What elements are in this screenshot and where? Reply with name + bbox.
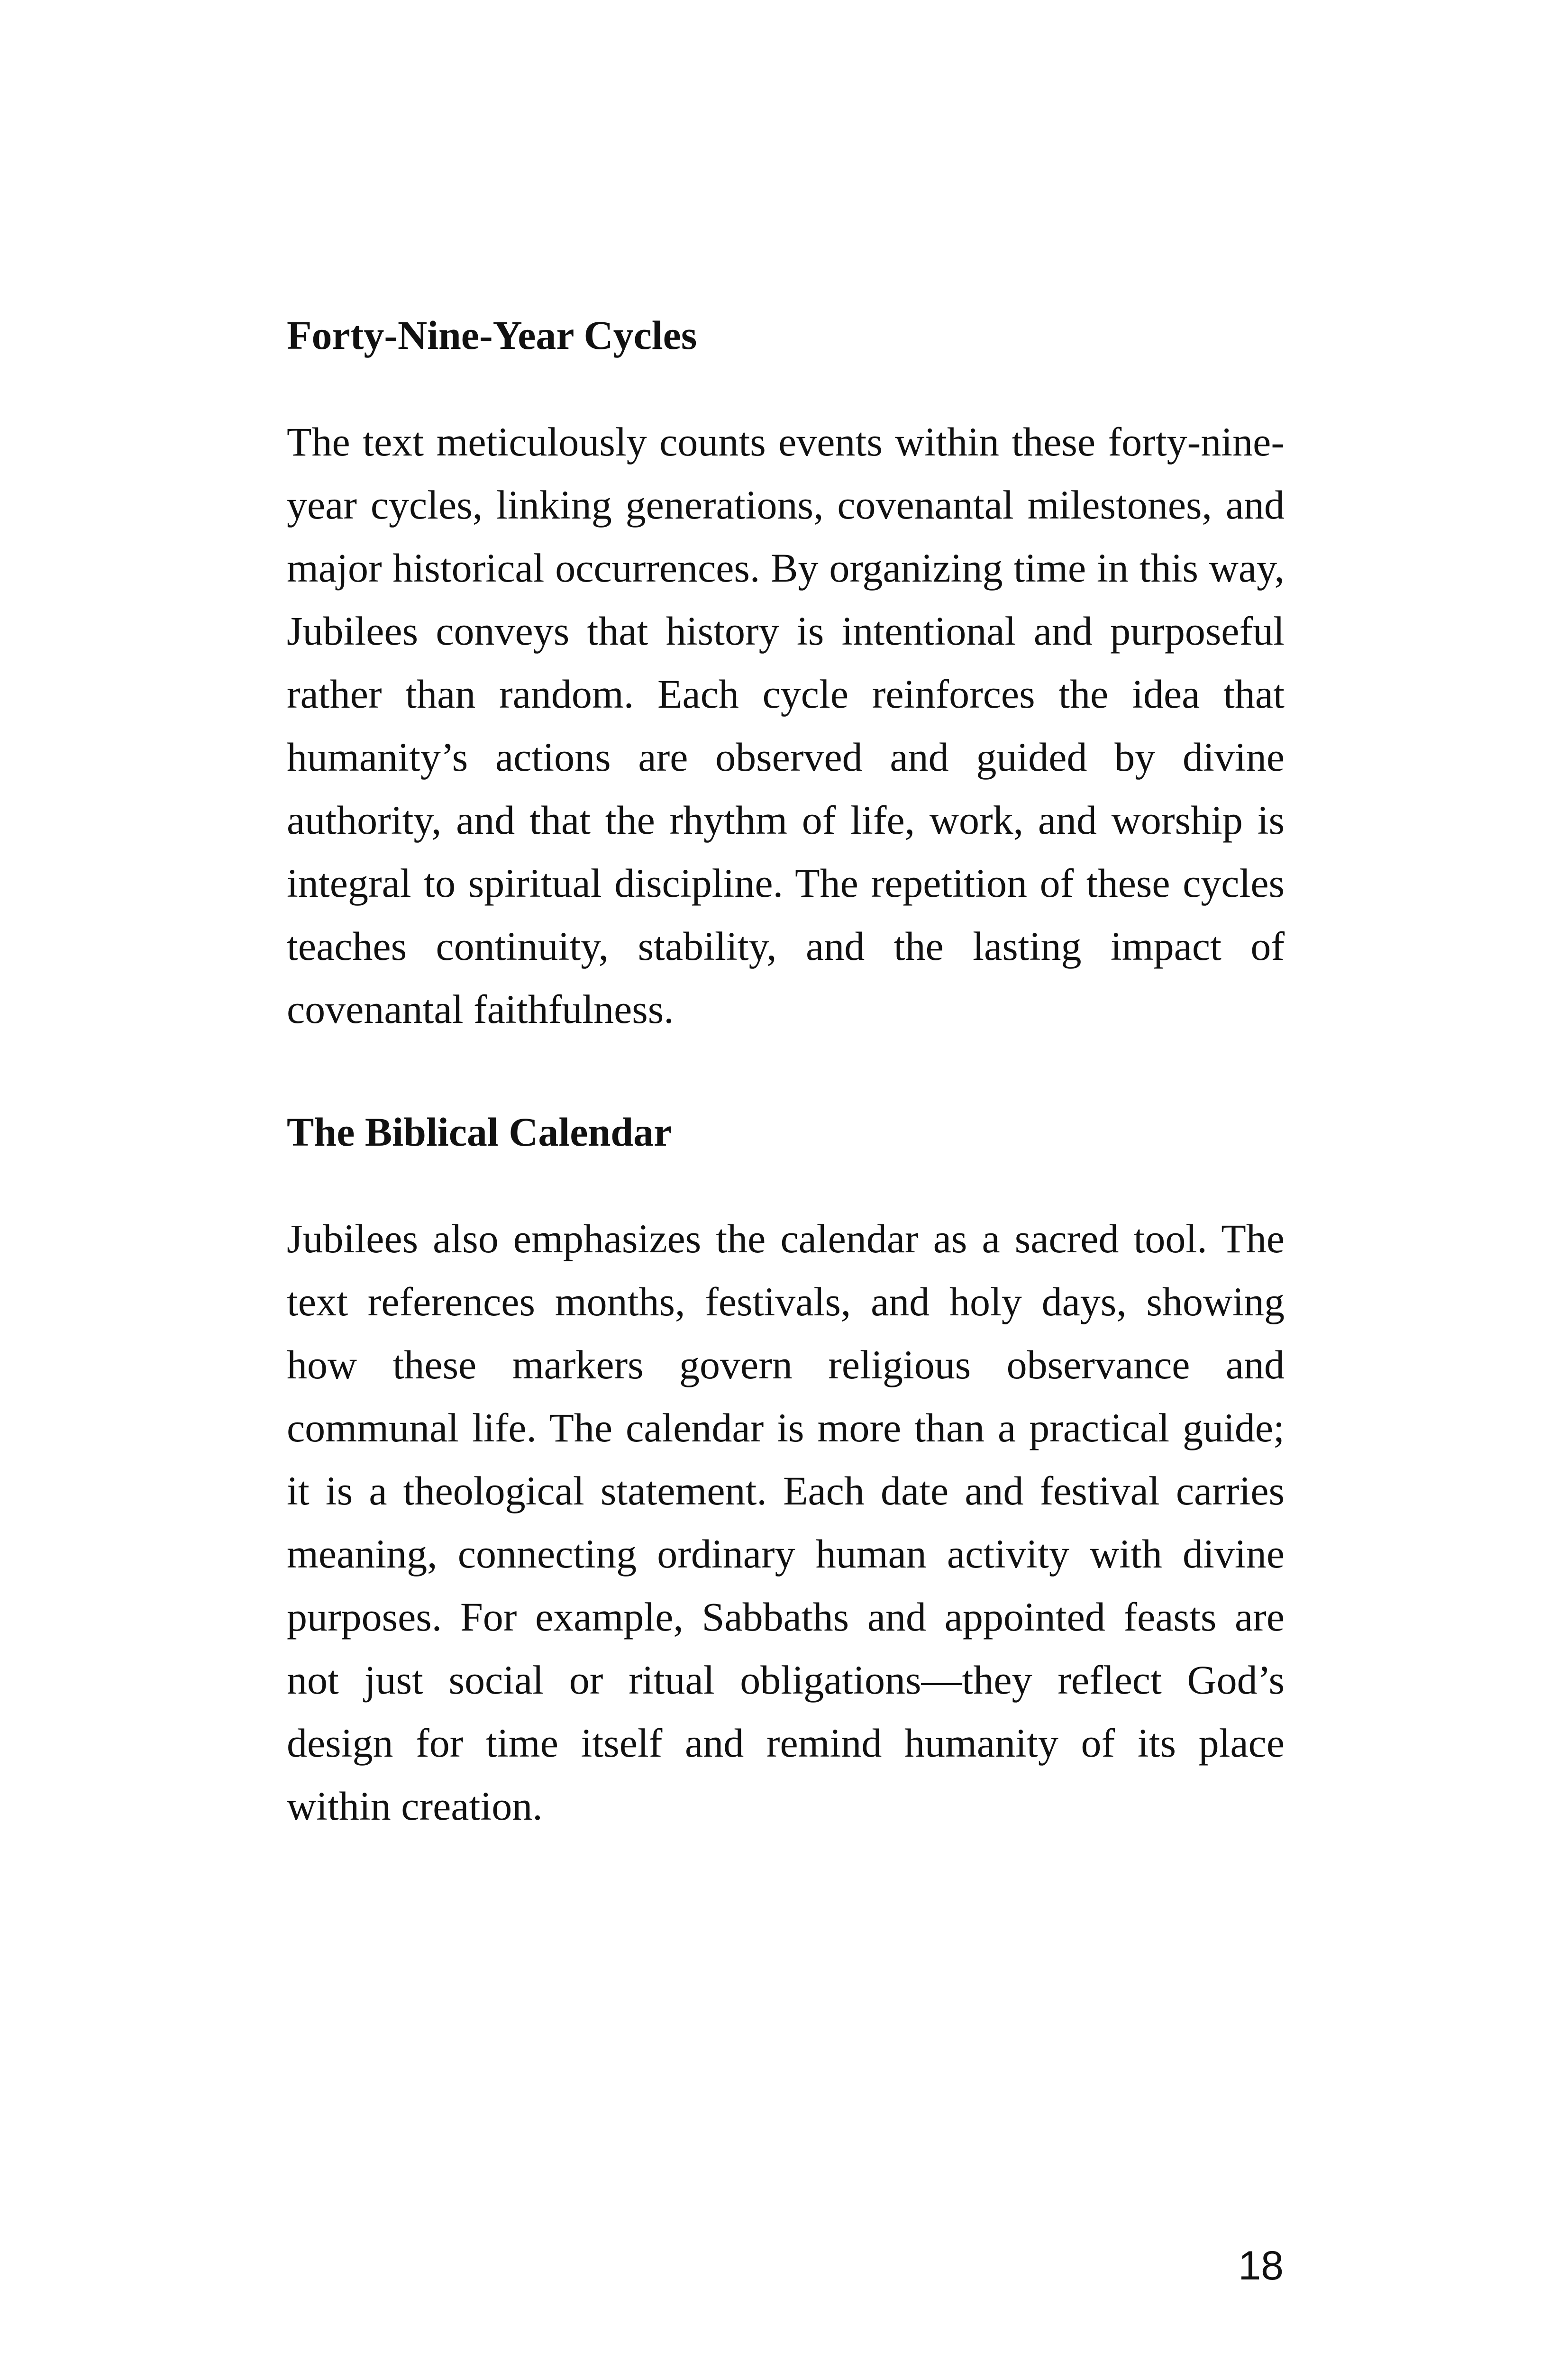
page-content <box>287 303 1285 1838</box>
section-heading-biblical-calendar: The Biblical Calendar <box>287 1109 672 1155</box>
section-paragraph-biblical-calendar: Jubilees also emphasizes the calendar as a sacred tool. The text references months, festivals, and holy days, showing how these markers govern religious observance and communal life. The calendar is more than a practical guide; it is a theological statement. Each date and festival carries meaning, connecting ordinary human activity with divine purposes. For example, Sabbaths and appointed feasts are not just social or ritual obligations—they reflect God’s design for time itself and remind humanity of its place within creation. <box>287 1216 1285 1829</box>
section-heading-forty-nine-year-cycles: Forty-Nine-Year Cycles <box>287 312 697 358</box>
section-paragraph-forty-nine-year-cycles: The text meticulously counts events within these forty-nine-year cycles, linking generations, covenantal milestones, and major historical occurrences. By organizing time in this way, Jubilees conveys that history is intentional and purposeful rather than random. Each cycle reinforces the idea that humanity’s actions are observed and guided by divine authority, and that the rhythm of life, work, and worship is integral to spiritual discipline. The repetition of these cycles teaches continuity, stability, and the lasting impact of covenantal faithfulness. <box>287 419 1285 1032</box>
page-number: 18 <box>1238 2243 1284 2288</box>
